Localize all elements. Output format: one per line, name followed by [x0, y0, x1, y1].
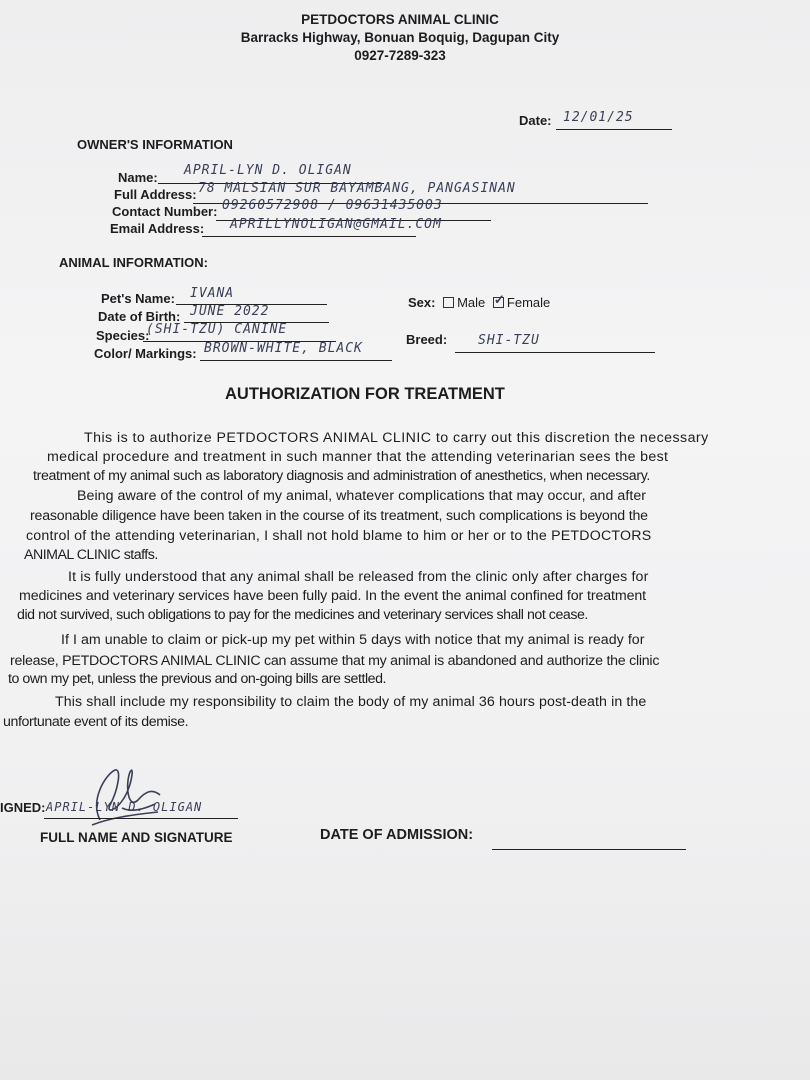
- owner-address-label: Full Address:: [114, 187, 197, 202]
- male-checkbox[interactable]: [443, 297, 454, 308]
- breed-line: [455, 352, 655, 353]
- signed-label: IGNED:: [0, 800, 46, 815]
- admission-label: DATE OF ADMISSION:: [320, 827, 474, 843]
- auth-line: treatment of my animal such as laboratory diagnosis and administration of anesthetics, when necessary.: [33, 468, 650, 484]
- male-label: Male: [457, 295, 486, 310]
- owner-email-value: APRILLYNOLIGAN@GMAIL.COM: [230, 217, 442, 232]
- owner-name-label: Name:: [118, 170, 158, 185]
- sex-field: [408, 295, 550, 310]
- color-label: Color/ Markings:: [94, 346, 197, 361]
- pet-name-value: IVANA: [190, 286, 235, 301]
- animal-heading: ANIMAL INFORMATION:: [59, 255, 208, 270]
- color-line: [200, 360, 392, 361]
- clinic-name: PETDOCTORS ANIMAL CLINIC: [301, 12, 499, 27]
- auth-line: It is fully understood that any animal shall be released from the clinic only after charges for: [68, 569, 649, 585]
- date-line: [556, 129, 672, 130]
- auth-line: did not survived, such obligations to pay for the medicines and veterinary services shall not cease.: [17, 607, 588, 623]
- date-label: Date:: [519, 113, 552, 128]
- auth-line: unfortunate event of its demise.: [3, 714, 189, 730]
- admission-line: [492, 849, 686, 850]
- auth-line: reasonable diligence have been taken in the course of its treatment, such complications is beyond the: [30, 508, 648, 524]
- owner-email-line: [202, 236, 416, 237]
- authorization-title: AUTHORIZATION FOR TREATMENT: [225, 385, 505, 403]
- breed-value: SHI-TZU: [478, 333, 540, 348]
- auth-line: medical procedure and treatment in such manner that the attending veterinarian sees the best: [47, 449, 669, 465]
- species-label: Species:: [96, 328, 150, 343]
- auth-line: If I am unable to claim or pick-up my pet within 5 days with notice that my animal is ready for: [61, 632, 645, 648]
- female-label: Female: [506, 295, 551, 310]
- species-value: (SHI-TZU) CANINE: [146, 322, 288, 337]
- sex-label: Sex:: [408, 295, 436, 310]
- pet-name-label: Pet's Name:: [101, 291, 175, 306]
- auth-line: Being aware of the control of my animal, whatever complications that may occur, and after: [77, 488, 647, 504]
- auth-line: ANIMAL CLINIC staffs.: [24, 547, 158, 563]
- date-value: 12/01/25: [563, 110, 634, 125]
- female-checkbox[interactable]: [493, 297, 504, 308]
- owner-heading: OWNER'S INFORMATION: [77, 137, 233, 152]
- auth-line: to own my pet, unless the previous and on-going bills are settled.: [8, 671, 387, 687]
- owner-name-value: APRIL-LYN D. OLIGAN: [184, 163, 352, 178]
- auth-line: control of the attending veterinarian, I shall not hold blame to him or her or to the PETDOCTORS: [26, 528, 652, 544]
- owner-address-value: 78 MALSIAN SUR BAYAMBANG, PANGASINAN: [198, 181, 516, 196]
- owner-contact-label: Contact Number:: [112, 204, 218, 219]
- owner-email-label: Email Address:: [110, 221, 205, 236]
- signature-line: [44, 818, 238, 819]
- color-value: BROWN-WHITE, BLACK: [204, 341, 363, 356]
- dob-value: JUNE 2022: [190, 304, 270, 319]
- signature-caption: FULL NAME AND SIGNATURE: [40, 830, 233, 845]
- owner-contact-value: 09260572908 / 09631435003: [222, 198, 443, 213]
- auth-line: release, PETDOCTORS ANIMAL CLINIC can assume that my animal is abandoned and authorize the clinic: [10, 653, 660, 669]
- clinic-phone: 0927-7289-323: [354, 48, 446, 63]
- auth-line: medicines and veterinary services have been fully paid. In the event the animal confined for treatment: [19, 588, 647, 604]
- breed-label: Breed:: [406, 332, 448, 347]
- auth-line: This shall include my responsibility to claim the body of my animal 36 hours post-death in the: [55, 694, 647, 710]
- dob-label: Date of Birth:: [98, 309, 181, 324]
- signed-value: APRIL-LYN D. OLIGAN: [46, 800, 203, 814]
- auth-line: This is to authorize PETDOCTORS ANIMAL CLINIC to carry out this discretion the necessary: [84, 430, 709, 446]
- clinic-address: Barracks Highway, Bonuan Boquig, Dagupan City: [240, 30, 560, 45]
